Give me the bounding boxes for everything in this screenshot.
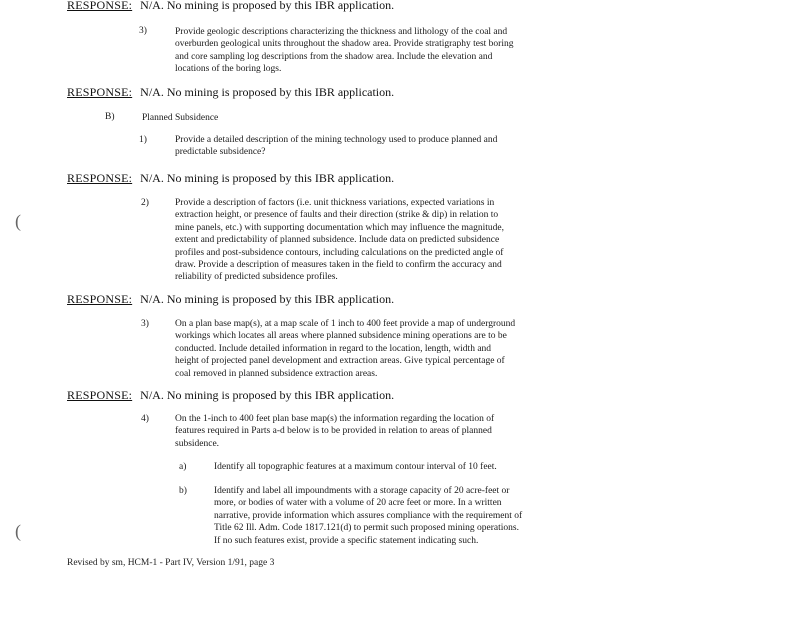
paragraph-line: conducted. Include detailed information in regard to the location, length, width and <box>175 343 492 354</box>
section-letter: B) <box>105 112 115 122</box>
paragraph-line: On the 1-inch to 400 feet plan base map(s) the information regarding the location of <box>175 414 495 424</box>
paragraph-line: If no such features exist, provide a specific statement indicating such. <box>214 535 479 546</box>
paragraph-line: more, or bodies of water with a volume of 20 acre feet or more. In a written <box>214 498 502 509</box>
paragraph-line: locations of the boring logs. <box>175 64 282 75</box>
paragraph-line: extraction height, or presence of faults and their direction (strike & dip) in relation to <box>175 210 499 221</box>
paragraph-feature-locations <box>175 413 494 450</box>
item-number: 4) <box>141 414 149 424</box>
margin-mark: ( <box>15 211 21 231</box>
paragraph-line: draw. Provide a description of measures taken in the field to confirm the accuracy and <box>175 260 502 271</box>
response-label: RESPONSE: <box>67 388 133 402</box>
paragraph-line: Title 62 Ill. Adm. Code 1817.121(d) to permit such proposed mining operations. <box>214 523 519 534</box>
item-letter: a) <box>179 462 187 472</box>
paragraph-line: Provide a description of factors (i.e. unit thickness variations, expected variations in <box>175 198 495 208</box>
item-number: 1) <box>139 135 147 145</box>
item-number: 3) <box>141 319 149 329</box>
response-line-3 <box>67 171 394 186</box>
paragraph-line: predictable subsidence? <box>175 147 266 158</box>
section-title: Planned Subsidence <box>142 113 219 123</box>
paragraph-line: reliability of predicted subsidence profiles. <box>175 272 338 283</box>
paragraph-line: profiles and post-subsidence contours, including calculations on the predicted angle of <box>175 247 504 258</box>
paragraph-plan-base-map <box>175 318 515 380</box>
item-letter: b) <box>179 486 187 496</box>
paragraph-mining-technology <box>175 134 497 159</box>
response-label: RESPONSE: <box>67 0 133 12</box>
response-text: N/A. No mining is proposed by this IBR application. <box>140 171 395 185</box>
response-label: RESPONSE: <box>67 292 133 306</box>
paragraph-line: subsidence. <box>175 438 220 449</box>
response-line-4 <box>67 292 394 307</box>
page-footer: Revised by sm, HCM-1 - Part IV, Version 1/91, page 3 <box>67 558 275 568</box>
paragraph-line: workings which locates all areas where planned subsidence mining operations are to be <box>175 331 507 342</box>
paragraph-line: narrative, provide information which assures compliance with the requirement of <box>214 510 523 521</box>
paragraph-line: features required in Parts a-d below is to be provided in relation to areas of planned <box>175 426 492 437</box>
response-line-1 <box>67 0 394 13</box>
response-line-2 <box>67 85 394 100</box>
paragraph-subsidence-factors <box>175 197 504 284</box>
item-number: 3) <box>139 26 147 36</box>
response-text: N/A. No mining is proposed by this IBR application. <box>140 0 395 12</box>
paragraph-line: On a plan base map(s), at a map scale of 1 inch to 400 feet provide a map of underground <box>175 319 516 329</box>
margin-mark: ( <box>15 521 21 541</box>
paragraph-line: overburden geological units throughout the shadow area. Provide stratigraphy test boring <box>175 39 514 50</box>
item-number: 2) <box>141 198 149 208</box>
paragraph-line: Identify and label all impoundments with a storage capacity of 20 acre-feet or <box>214 486 510 496</box>
response-line-5 <box>67 388 394 403</box>
paragraph-line: mine panels, etc.) with supporting documentation which may influence the magnitude, <box>175 222 504 233</box>
paragraph-line: height of projected panel development and extraction areas. Give typical percentage of <box>175 356 505 367</box>
response-text: N/A. No mining is proposed by this IBR application. <box>140 388 395 402</box>
response-label: RESPONSE: <box>67 85 133 99</box>
paragraph-line: extent and predictability of planned subsidence. Include data on predicted subsidence <box>175 235 500 246</box>
paragraph-line: coal removed in planned subsidence extraction areas. <box>175 368 378 379</box>
paragraph-line: Provide a detailed description of the mining technology used to produce planned and <box>175 135 498 145</box>
response-text: N/A. No mining is proposed by this IBR application. <box>140 85 395 99</box>
paragraph-line: Identify all topographic features at a maximum contour interval of 10 feet. <box>214 462 497 472</box>
paragraph-line: and core sampling log descriptions from the shadow area. Include the elevation and <box>175 51 493 62</box>
paragraph-impoundments <box>214 485 522 547</box>
paragraph-geologic-descriptions <box>175 26 514 76</box>
response-text: N/A. No mining is proposed by this IBR application. <box>140 292 395 306</box>
paragraph-topographic-features <box>214 461 497 473</box>
paragraph-line: Provide geologic descriptions characterizing the thickness and lithology of the coal and <box>175 27 508 37</box>
response-label: RESPONSE: <box>67 171 133 185</box>
